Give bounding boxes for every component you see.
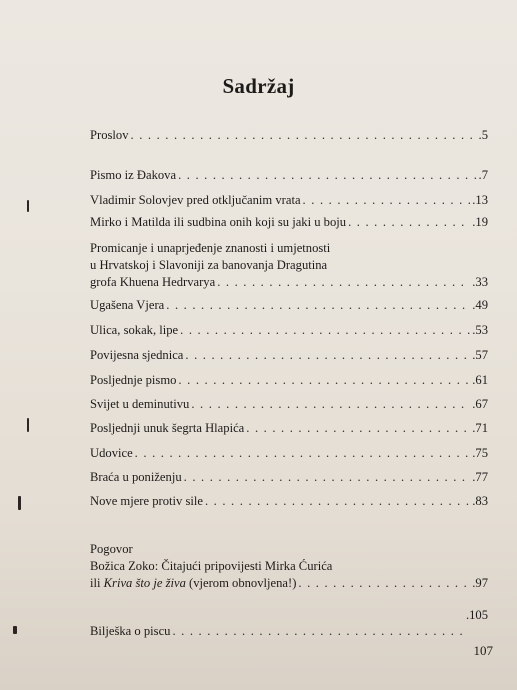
toc-entry-title: Vladimir Solovjev pred otključanim vrata bbox=[90, 193, 301, 207]
toc-entry bbox=[90, 322, 488, 339]
toc-entry-title: Ugašena Vjera bbox=[90, 298, 165, 312]
toc-entry-page: .7 bbox=[478, 168, 488, 182]
toc-leader-dots bbox=[166, 297, 470, 314]
toc-leader-dots bbox=[205, 493, 470, 510]
toc-entry-title: Bilješka o piscu bbox=[90, 624, 171, 638]
toc-entry bbox=[90, 420, 488, 437]
toc-leader-dots bbox=[303, 192, 471, 209]
toc-entry-page: .33 bbox=[472, 275, 488, 289]
toc-entry-title: Udovice bbox=[90, 446, 133, 460]
toc-entry-page: .5 bbox=[478, 128, 488, 142]
toc-entry bbox=[90, 127, 488, 144]
toc-entry bbox=[90, 192, 488, 209]
toc-leader-dots bbox=[348, 214, 470, 231]
toc-entry bbox=[90, 372, 488, 389]
toc-entry bbox=[90, 469, 488, 486]
toc-leader-dots bbox=[180, 322, 470, 339]
toc-leader-dots bbox=[172, 623, 464, 640]
toc-entry-page: .53 bbox=[472, 323, 488, 337]
margin-mark bbox=[18, 496, 21, 510]
toc-entry-title: Svijet u deminutivu bbox=[90, 397, 190, 411]
toc-entry-title: Ulica, sokak, lipe bbox=[90, 323, 179, 337]
margin-mark bbox=[13, 626, 17, 634]
toc-entry-title: Povijesna sjednica bbox=[90, 348, 184, 362]
toc-entry-title: grofa Khuena Hedrvarya bbox=[90, 275, 216, 289]
toc-entry bbox=[90, 167, 488, 184]
toc-leader-dots bbox=[131, 127, 477, 144]
toc-leader-dots bbox=[184, 469, 471, 486]
toc-leader-dots bbox=[246, 420, 470, 437]
toc-entry-page: .105 bbox=[465, 608, 488, 622]
toc-entry-page: .57 bbox=[472, 348, 488, 362]
margin-mark bbox=[27, 418, 29, 432]
toc-entry-title: Braća u poniženju bbox=[90, 470, 182, 484]
toc-entry bbox=[90, 608, 488, 640]
toc-entry bbox=[90, 214, 488, 231]
toc-entry bbox=[90, 347, 488, 364]
toc-leader-dots bbox=[178, 372, 470, 389]
toc-entry-title: Mirko i Matilda ili sudbina onih koji su jaki u boju bbox=[90, 215, 347, 229]
toc-entry-page: .77 bbox=[472, 470, 488, 484]
toc-entry-page: .61 bbox=[472, 373, 488, 387]
afterword-title-line: Božica Zoko: Čitajući pripovijesti Mirka Ćurića bbox=[90, 559, 333, 573]
toc-entry-page: .49 bbox=[472, 298, 488, 312]
toc-entry-page: .13 bbox=[472, 193, 488, 207]
toc-entry-title-line: u Hrvatskoj i Slavoniji za banovanja Dragutina bbox=[90, 258, 328, 272]
toc-entry bbox=[90, 493, 488, 510]
page-number: 107 bbox=[473, 643, 493, 658]
toc-entry-title: Proslov bbox=[90, 128, 129, 142]
toc-leader-dots bbox=[178, 167, 476, 184]
toc-entry bbox=[90, 445, 488, 462]
toc-entry-page: .97 bbox=[472, 576, 488, 590]
toc-leader-dots bbox=[191, 396, 470, 413]
toc-entry-title: Pismo iz Đakova bbox=[90, 168, 177, 182]
toc-entry-page: .67 bbox=[472, 397, 488, 411]
toc-entry-page: .71 bbox=[472, 421, 488, 435]
page-title: Sadržaj bbox=[222, 74, 295, 98]
toc-afterword bbox=[90, 541, 488, 592]
toc-entry-page: .75 bbox=[472, 446, 488, 460]
afterword-title-line: ili Kriva što je živa (vjerom obnovljena!) bbox=[90, 576, 297, 590]
toc-entry-title: Posljednji unuk šegrta Hlapića bbox=[90, 421, 245, 435]
toc-leader-dots bbox=[298, 575, 470, 592]
toc-leader-dots bbox=[217, 274, 470, 291]
toc-entry-page: .83 bbox=[472, 494, 488, 508]
afterword-heading: Pogovor bbox=[90, 542, 133, 556]
toc-entry-title: Posljednje pismo bbox=[90, 373, 177, 387]
toc-entry-page: .19 bbox=[472, 215, 488, 229]
margin-mark bbox=[27, 200, 29, 212]
toc-entry-title: Nove mjere protiv sile bbox=[90, 494, 203, 508]
toc-entry-title-line: Promicanje i unaprjeđenje znanosti i umjetnosti bbox=[90, 241, 331, 255]
toc-entry bbox=[90, 396, 488, 413]
toc-entry bbox=[90, 297, 488, 314]
toc-leader-dots bbox=[135, 445, 471, 462]
toc-entry bbox=[90, 240, 488, 291]
toc-leader-dots bbox=[185, 347, 470, 364]
